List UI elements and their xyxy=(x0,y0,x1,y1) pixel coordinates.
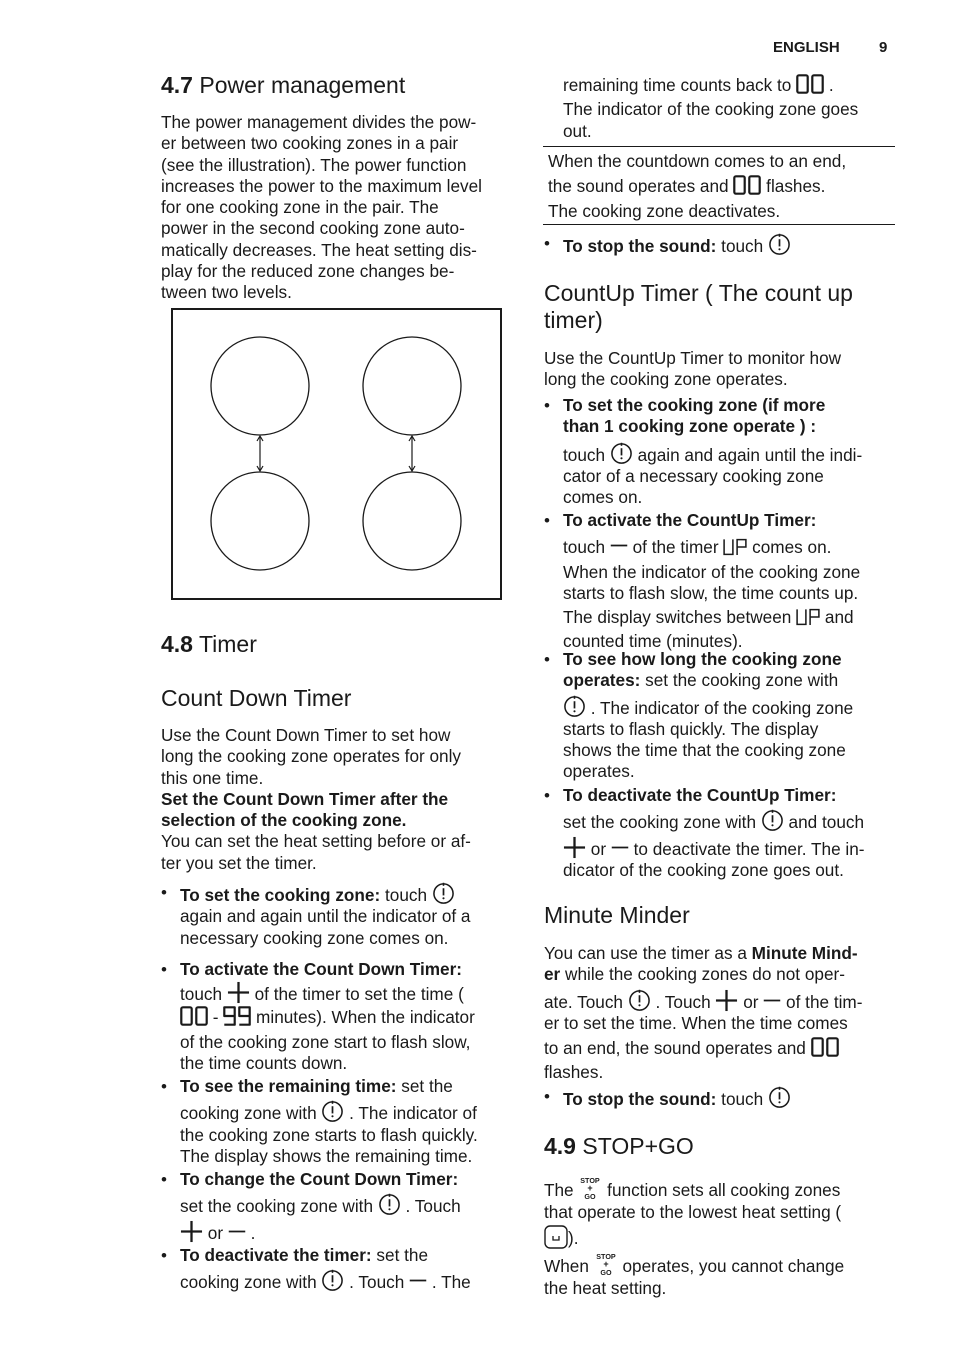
minus-icon xyxy=(611,836,629,859)
bullet-see-operating-time: • To see how long the cooking zone operates: set the cooking zone with . The indicator of the cooking zone starts to flash quickly. The display shows the time that the cooking zone operates. xyxy=(544,649,854,782)
display-up xyxy=(723,538,747,561)
remaining-time-continuation: remaining time counts back to . The indicator of the cooking zone goes out. xyxy=(563,75,859,141)
plus-icon xyxy=(563,836,586,859)
minus-icon xyxy=(228,1220,246,1243)
pair-arrow-left xyxy=(257,436,263,471)
power-management-text: The power management divides the pow- er between two cooking zones in a pair (see the illustration). The power function increases the power to the maximum level for one cooking zone in the pair. The power in the second cooking zone auto- matically decreases. The heat setting dis- play for the reduced zone changes be- tween two levels. xyxy=(161,112,482,303)
display-zero xyxy=(811,1037,839,1062)
minute-minder-text: You can use the timer as a Minute Mind- er while the cooking zones do not oper- ate. Touch . Touch or of the tim- er to set the time. When the time comes to an end, the sound operates and flashes. xyxy=(544,943,863,1083)
stop-go-text: The function sets all cooking zones that operate to the lowest heat setting ( ). When operates, you cannot change the heat setting. xyxy=(544,1176,844,1299)
bullet-activate-count-down: • To activate the Count Down Timer: touch of the timer to set the time ( - minutes). When the indicator of the cooking zone start to flash slow, the time counts down. xyxy=(161,959,475,1074)
timer-clock-icon xyxy=(610,442,633,465)
timer-clock-icon xyxy=(768,1086,791,1109)
minus-icon xyxy=(763,989,781,1012)
countdown-end-note: When the countdown comes to an end, the sound operates and flashes. The cooking zone deactivates. xyxy=(548,151,847,221)
bullet-change-count-down: • To change the Count Down Timer: set the cooking zone with . Touch or . xyxy=(161,1169,461,1243)
display-zero xyxy=(733,175,761,200)
bullet-set-cooking-zone: • To set the cooking zone: touch again and again until the indicator of a necessary cooking zone comes on. xyxy=(161,883,471,948)
timer-clock-icon xyxy=(321,1269,344,1292)
display-ninety-nine xyxy=(223,1006,251,1032)
minus-icon xyxy=(409,1269,427,1292)
page-language: ENGLISH xyxy=(773,39,840,56)
bullet-see-remaining-time: • To see the remaining time: set the cooking zone with . The indicator of the cooking zone starts to flash quickly. The display shows the remaining time. xyxy=(161,1076,478,1166)
timer-clock-icon xyxy=(761,809,784,832)
bullet-stop-sound: • To stop the sound: touch xyxy=(563,233,791,257)
plus-icon xyxy=(715,989,738,1012)
count-down-intro: Use the Count Down Timer to set how long the cooking zone operates for only this one time. Set the Count Down Timer after the selection of the cooking zone. You can set the heat setting before or af- ter you set the timer. xyxy=(161,725,471,873)
section-4-8-heading: 4.8 Timer xyxy=(161,631,257,657)
zone-front-right xyxy=(363,337,461,435)
plus-icon xyxy=(180,1220,203,1243)
bullet-set-cooking-zone-countup: • To set the cooking zone (if more than 1 cooking zone operate ) : touch again and again until the indi- cator of a necessary cooking zone comes on. xyxy=(544,395,863,508)
timer-clock-icon xyxy=(432,882,455,905)
count-down-timer-heading: Count Down Timer xyxy=(161,685,352,711)
timer-clock-icon xyxy=(768,233,791,256)
display-up xyxy=(796,608,820,631)
display-zero xyxy=(796,74,824,99)
minute-minder-heading: Minute Minder xyxy=(544,902,690,928)
info-box-top-rule xyxy=(543,146,895,147)
countup-intro: Use the CountUp Timer to monitor how long the cooking zone operates. xyxy=(544,348,842,390)
display-zero xyxy=(180,1006,208,1032)
section-4-7-heading: 4.7 Power management xyxy=(161,72,406,98)
stop-go-icon xyxy=(594,1252,618,1278)
countup-timer-heading: CountUp Timer ( The count up timer) xyxy=(544,280,853,333)
bullet-deactivate-countup: • To deactivate the CountUp Timer: set the cooking zone with and touch or to deactivate the timer. The in- dicator of the cooking zone goes out. xyxy=(544,785,865,880)
stop-go-icon xyxy=(578,1176,602,1202)
timer-clock-icon xyxy=(628,989,651,1012)
page-number: 9 xyxy=(879,39,888,56)
info-box-bottom-rule xyxy=(543,224,895,225)
cooking-zone-pair-illustration xyxy=(171,308,502,600)
bullet-activate-countup: • To activate the CountUp Timer: touch of the timer comes on. When the indicator of the cooking zone starts to flash slow, the time counts up. The display switches between and counted time (minutes). xyxy=(544,510,861,652)
pair-arrow-right xyxy=(409,436,415,471)
zone-rear-left xyxy=(211,472,309,570)
zone-front-left xyxy=(211,337,309,435)
zone-rear-right xyxy=(363,472,461,570)
minus-icon xyxy=(610,534,628,557)
plus-icon xyxy=(227,981,250,1004)
low-heat-icon xyxy=(544,1225,568,1249)
timer-clock-icon xyxy=(378,1193,401,1216)
bullet-deactivate-timer: • To deactivate the timer: set the cooking zone with . Touch . The xyxy=(161,1245,471,1293)
timer-clock-icon xyxy=(563,695,586,718)
timer-clock-icon xyxy=(321,1100,344,1123)
section-4-9-heading: 4.9 STOP+GO xyxy=(544,1133,694,1159)
bullet-stop-sound-minder: • To stop the sound: touch xyxy=(563,1086,791,1110)
